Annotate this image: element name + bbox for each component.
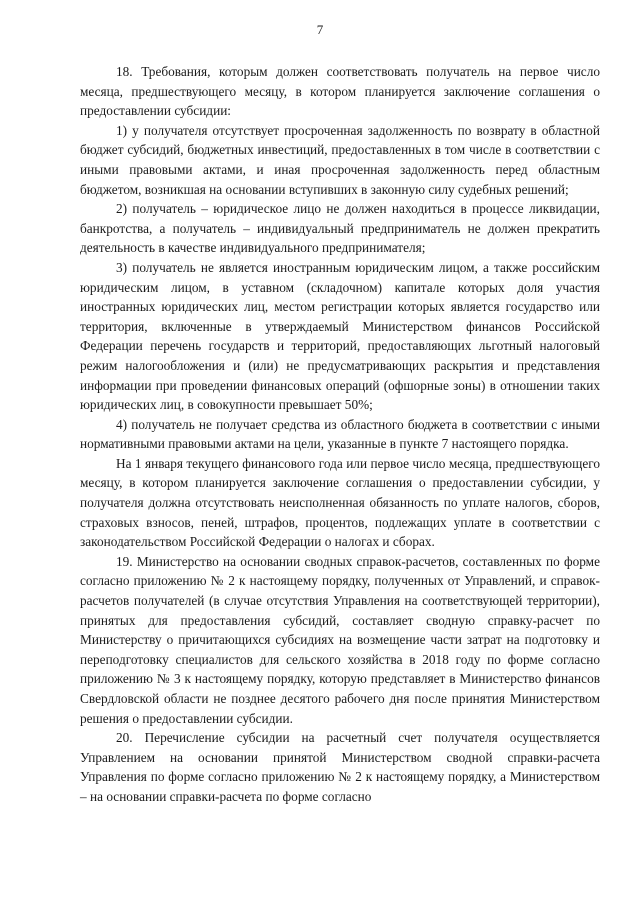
paragraph-18-intro: 18. Требования, которым должен соответствовать получатель на первое число месяца, предшествующего месяцу, в котором планируется заключение соглашения о предоставлении субсидии: [80,64,600,119]
paragraph-tax-obligations: На 1 января текущего финансового года или первое число месяца, предшествующего месяцу, в котором планируется заключение соглашения о предоставлении субсидии, у получателя должна отсутствовать неисполненная обязанность по уплате налогов, сборов, страховых взносов, пеней, штрафов, процентов, подлежащих уплате в соответствии с законодательством Российской Федерации о налогах и сборах. [80,455,600,550]
paragraph-18-item-2: 2) получатель – юридическое лицо не должен находиться в процессе ликвидации, банкротства, а получатель – индивидуальный предприниматель не должен прекратить деятельность в качестве индивидуального предпринимателя; [80,201,600,256]
page-number: 7 [316,22,324,37]
document-body [80,62,600,807]
paragraph-18-item-3: 3) получатель не является иностранным юридическим лицом, а также российским юридическим лицом, в уставном (складочном) капитале которых доля участия иностранных юридических лиц, местом регистрации которых является государство или территория, включенные в утверждаемый Министерством финансов Российской Федерации перечень государств и территорий, предоставляющих льготный налоговый режим налогообложения и (или) не предусматривающих раскрытия и представления информации при проведении финансовых операций (офшорные зоны) в отношении таких юридических лиц, в совокупности превышает 50%; [80,259,600,413]
paragraph-20: 20. Перечисление субсидии на расчетный счет получателя осуществляется Управлением на основании принятой Министерством сводной справки-расчета Управления по форме согласно приложению № 2 к настоящему порядку, а Министерством – на основании справки-расчета по форме согласно [80,730,600,804]
paragraph-18-item-4: 4) получатель не получает средства из областного бюджета в соответствии с иными нормативными правовыми актами на цели, указанные в пункте 7 настоящего порядка. [80,416,600,452]
paragraph-19: 19. Министерство на основании сводных справок-расчетов, составленных по форме согласно приложению № 2 к настоящему порядку, полученных от Управлений, и справок-расчетов получателей (в случае отсутствия Управления на соответствующей территории), принятых для предоставления субсидий, составляет сводную справку-расчет по Министерству о причитающихся субсидиях на возмещение части затрат на подготовку и переподготовку специалистов для сельского хозяйства в 2018 году по форме согласно приложению № 3 к настоящему порядку, которую представляет в Министерство финансов Свердловской области не позднее десятого рабочего дня после принятия Министерством решения о предоставлении субсидии. [80,553,600,726]
paragraph-18-item-1: 1) у получателя отсутствует просроченная задолженность по возврату в областной бюджет субсидий, бюджетных инвестиций, предоставленных в том числе в соответствии с иными правовыми актами, и иная просроченная задолженность перед областным бюджетом, возникшая на основании вступивших в законную силу судебных решений; [80,122,600,197]
